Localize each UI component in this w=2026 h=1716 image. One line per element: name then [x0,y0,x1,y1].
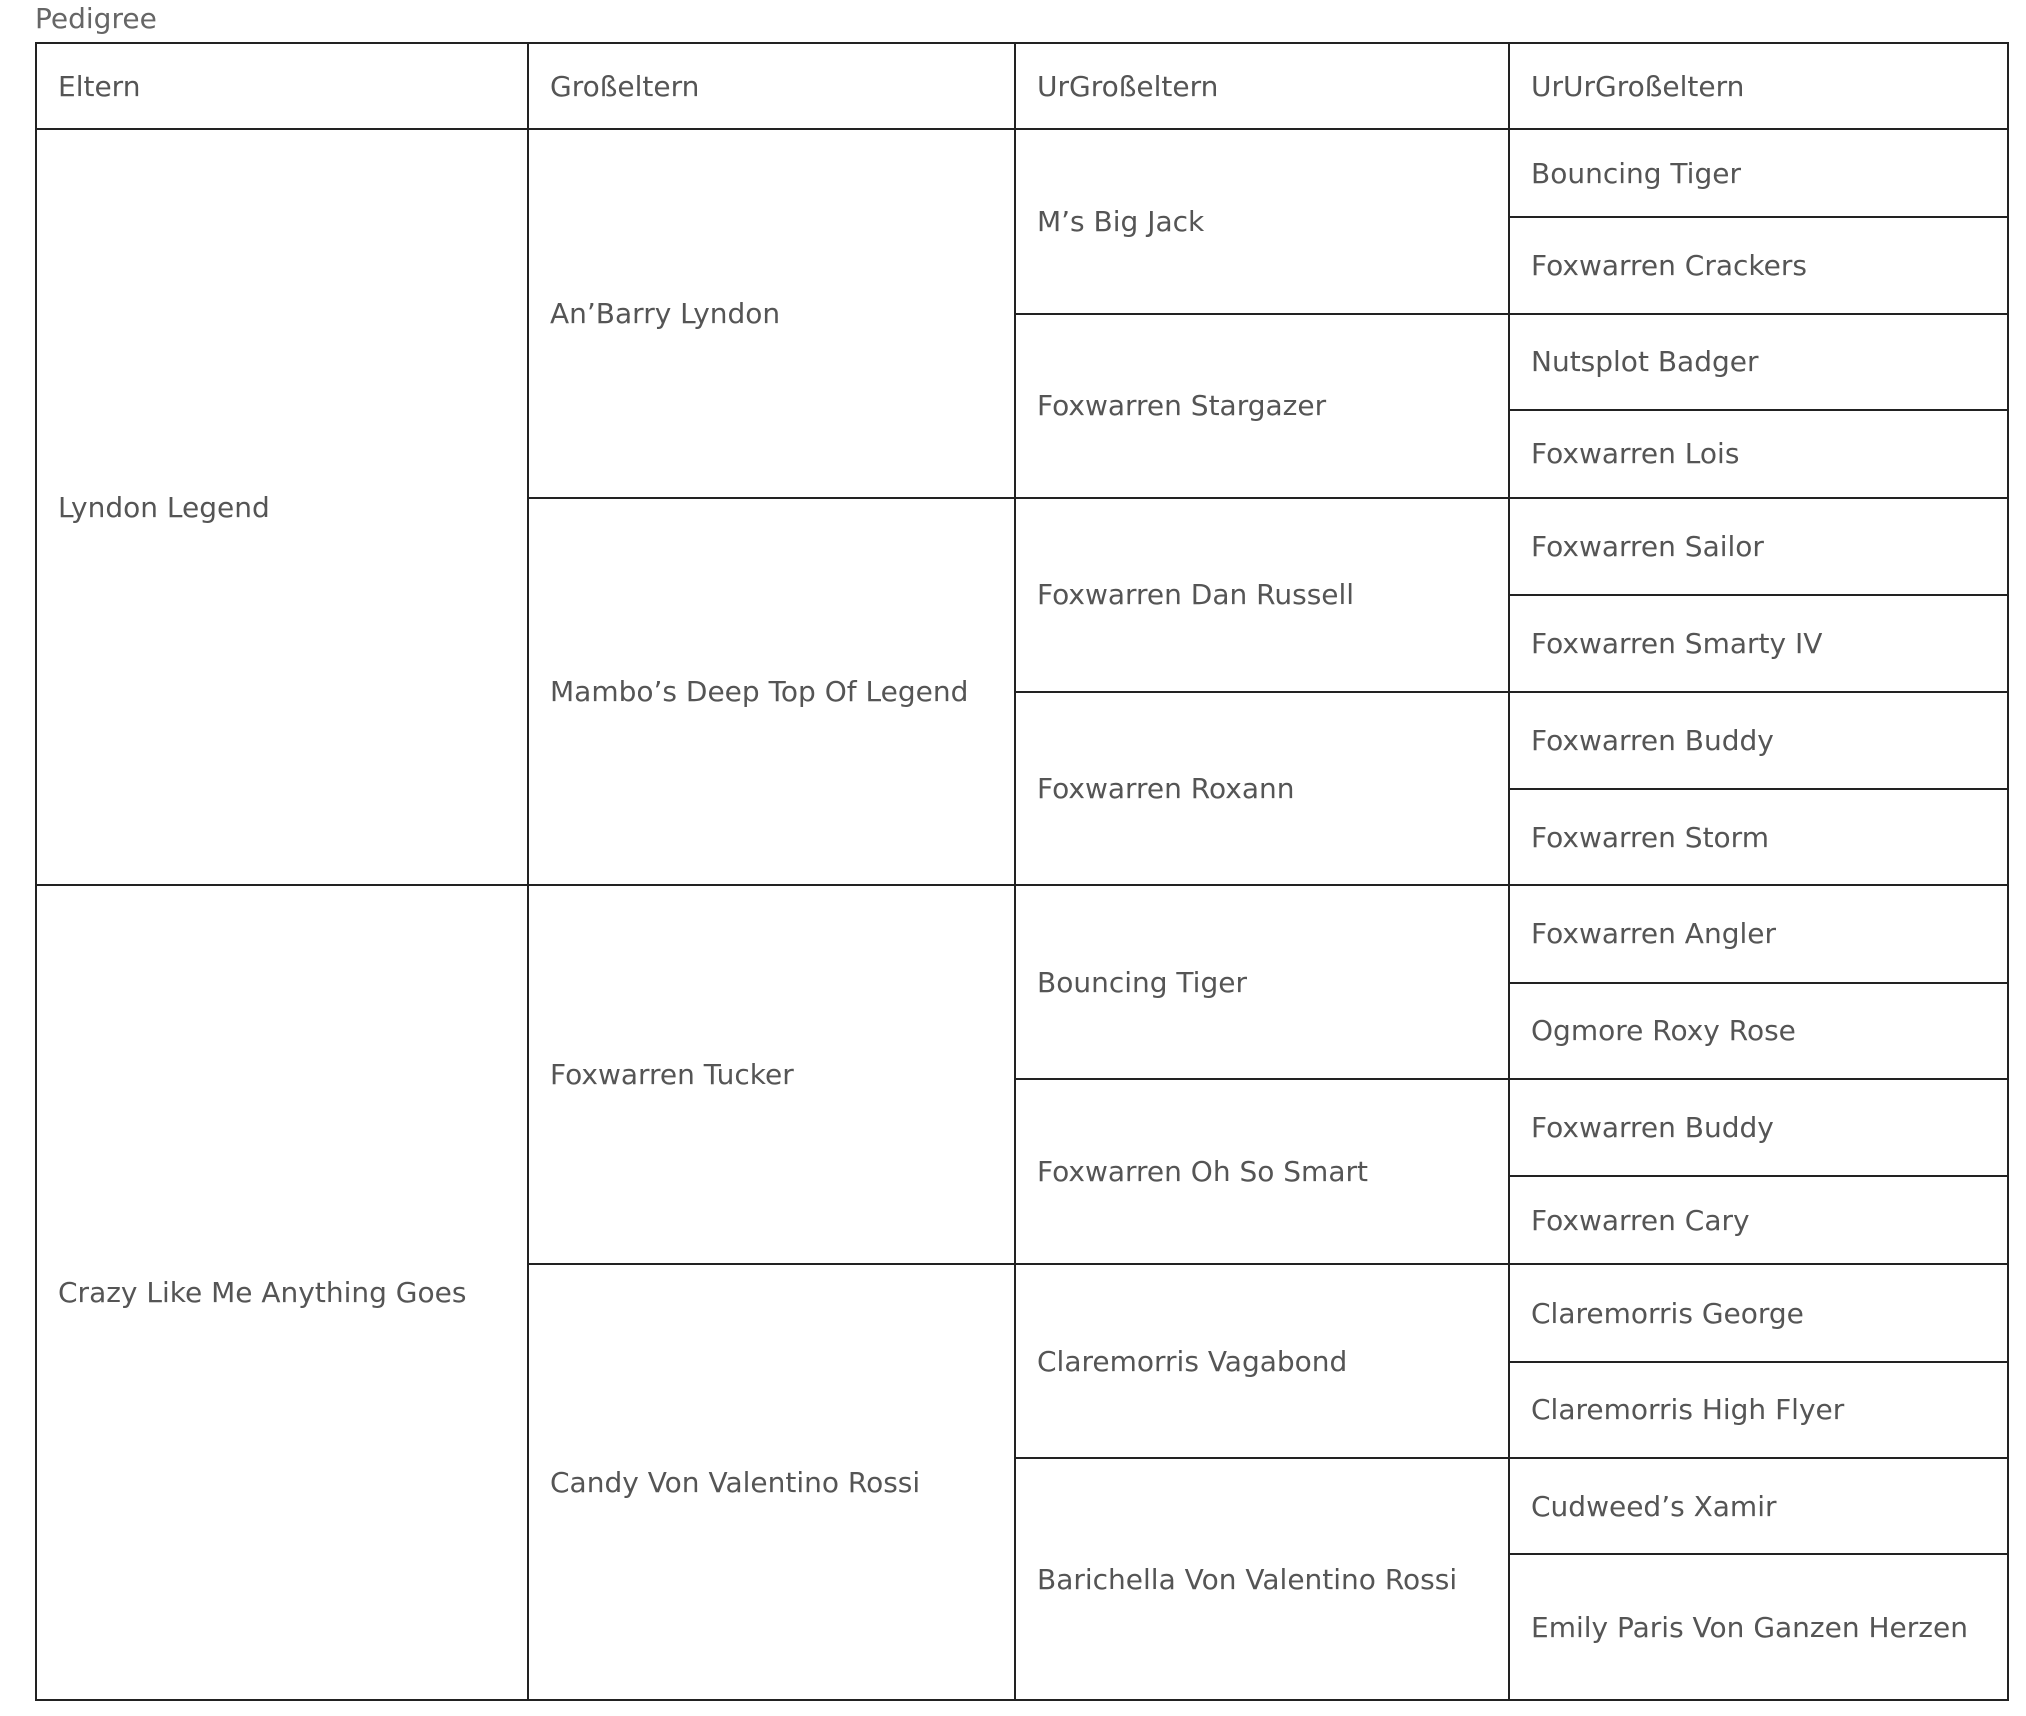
great-great-grandparent-cell: Emily Paris Von Ganzen Herzen [1509,1554,2008,1700]
great-grandparent-cell: Foxwarren Stargazer [1015,314,1509,499]
great-great-grandparent-cell: Foxwarren Buddy [1509,692,2008,789]
grandparent-cell: Candy Von Valentino Rossi [528,1264,1015,1700]
great-great-grandparent-cell: Claremorris High Flyer [1509,1362,2008,1458]
great-great-grandparent-cell: Nutsplot Badger [1509,314,2008,410]
great-great-grandparent-cell: Ogmore Roxy Rose [1509,983,2008,1079]
great-great-grandparent-cell: Bouncing Tiger [1509,129,2008,217]
great-great-grandparent-cell: Foxwarren Smarty IV [1509,595,2008,691]
great-great-grandparent-cell: Foxwarren Storm [1509,789,2008,885]
great-great-grandparent-cell: Cudweed’s Xamir [1509,1458,2008,1554]
header-ururgrosseltern: UrUrGroßeltern [1509,43,2008,129]
great-great-grandparent-cell: Foxwarren Sailor [1509,498,2008,595]
table-caption: Pedigree [35,2,157,35]
great-great-grandparent-cell: Foxwarren Angler [1509,885,2008,982]
parent-cell: Lyndon Legend [36,129,528,885]
parent-cell: Crazy Like Me Anything Goes [36,885,528,1700]
great-great-grandparent-cell: Foxwarren Crackers [1509,217,2008,313]
header-eltern: Eltern [36,43,528,129]
table-row [36,129,2008,217]
great-great-grandparent-cell: Foxwarren Cary [1509,1176,2008,1264]
header-grosseltern: Großeltern [528,43,1015,129]
great-grandparent-cell: Barichella Von Valentino Rossi [1015,1458,1509,1700]
great-grandparent-cell: Claremorris Vagabond [1015,1264,1509,1458]
great-grandparent-cell: Foxwarren Dan Russell [1015,498,1509,692]
pedigree-table [35,42,2009,1701]
header-row [36,43,2008,129]
great-grandparent-cell: Foxwarren Roxann [1015,692,1509,886]
table-row [36,885,2008,982]
great-grandparent-cell: Foxwarren Oh So Smart [1015,1079,1509,1265]
great-great-grandparent-cell: Foxwarren Lois [1509,410,2008,498]
great-grandparent-cell: M’s Big Jack [1015,129,1509,314]
great-grandparent-cell: Bouncing Tiger [1015,885,1509,1079]
grandparent-cell: An’Barry Lyndon [528,129,1015,498]
grandparent-cell: Mambo’s Deep Top Of Legend [528,498,1015,885]
great-great-grandparent-cell: Foxwarren Buddy [1509,1079,2008,1176]
header-urgrosseltern: UrGroßeltern [1015,43,1509,129]
grandparent-cell: Foxwarren Tucker [528,885,1015,1264]
great-great-grandparent-cell: Claremorris George [1509,1264,2008,1361]
